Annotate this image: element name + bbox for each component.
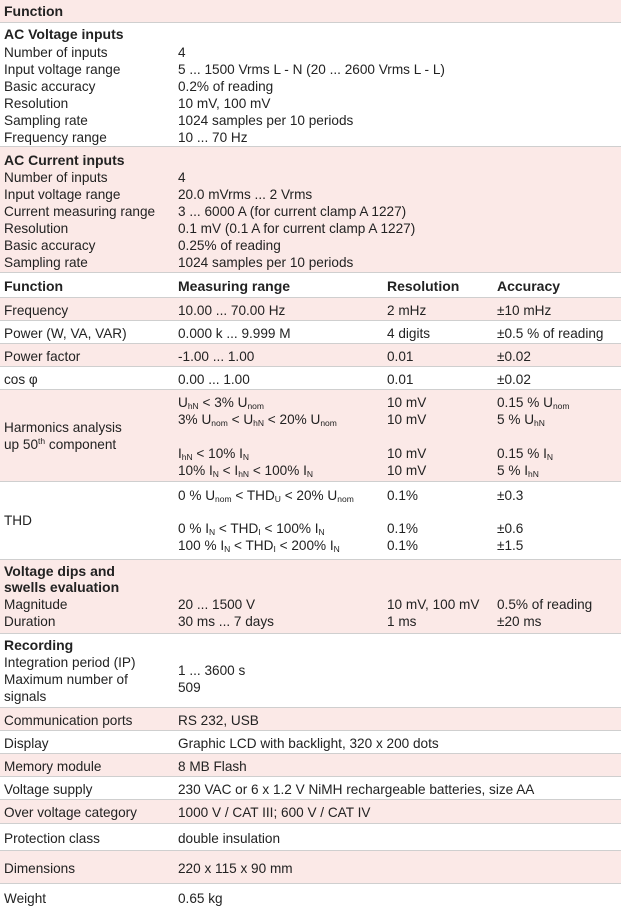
dips-range: 30 ms ... 7 days <box>178 614 274 629</box>
general-label: Dimensions <box>4 861 76 876</box>
ac-voltage-value: 10 mV, 100 mV <box>178 96 271 111</box>
ac-voltage-label: Input voltage range <box>4 62 121 77</box>
harmonics-resolution: 10 mV <box>387 395 427 410</box>
ac-voltage-value: 10 ... 70 Hz <box>178 130 248 145</box>
signals-value: 509 <box>178 680 201 695</box>
row-resolution: 4 digits <box>387 326 431 341</box>
general-label: Over voltage category <box>4 805 137 820</box>
general-value: 1000 V / CAT III; 600 V / CAT IV <box>178 805 371 820</box>
ac-current-label: Number of inputs <box>4 170 108 185</box>
function-heading: Function <box>4 3 64 19</box>
row-accuracy: ±0.02 <box>497 372 531 387</box>
ac-current-value: 0.1 mV (0.1 A for current clamp A 1227) <box>178 221 416 236</box>
ac-current-label: Sampling rate <box>4 255 88 270</box>
general-label: Weight <box>4 891 47 906</box>
col-range-header: Measuring range <box>178 278 291 294</box>
table-row <box>0 707 621 730</box>
row-range: 10.00 ... 70.00 Hz <box>178 303 286 318</box>
col-accuracy-header: Accuracy <box>497 278 561 294</box>
ac-voltage-label: Resolution <box>4 96 69 111</box>
dips-title-line1: Voltage dips and <box>4 563 115 579</box>
dips-label: Magnitude <box>4 597 68 612</box>
ac-voltage-value: 0.2% of reading <box>178 79 274 94</box>
ac-voltage-label: Frequency range <box>4 130 107 145</box>
row-resolution: 0.01 <box>387 372 414 387</box>
harmonics-range: 10% $I_N < I_{hN} < 100\%$ $I_N$ <box>178 463 314 479</box>
table-row <box>0 850 621 883</box>
general-value: Graphic LCD with backlight, 320 x 200 dots <box>178 736 439 751</box>
ac-voltage-value: 5 ... 1500 Vrms L - N (20 ... 2600 Vrms L - L) <box>178 62 445 77</box>
signals-label-line2: signals <box>4 689 47 704</box>
table-row <box>0 823 621 850</box>
integration-value: 1 ... 3600 s <box>178 663 246 678</box>
ac-voltage-title: AC Voltage inputs <box>4 26 124 42</box>
general-value: 0.65 kg <box>178 891 223 906</box>
harmonics-accuracy: 0.15 % $U_{nom}$ <box>497 395 570 411</box>
ac-voltage-value: 4 <box>178 45 186 60</box>
ac-voltage-label: Basic accuracy <box>4 79 96 94</box>
integration-label: Integration period (IP) <box>4 655 136 670</box>
table-row <box>0 753 621 776</box>
ac-current-value: 4 <box>178 170 186 185</box>
thd-resolution: 0.1% <box>387 538 418 553</box>
ac-current-value: 20.0 mVrms ... 2 Vrms <box>178 187 313 202</box>
thd-resolution: 0.1% <box>387 521 418 536</box>
harmonics-row <box>0 389 621 481</box>
thd-label: THD <box>4 513 32 528</box>
row-range: -1.00 ... 1.00 <box>178 349 255 364</box>
ac-voltage-label: Sampling rate <box>4 113 88 128</box>
thd-accuracy: ±0.3 <box>497 488 524 503</box>
general-value: 230 VAC or 6 x 1.2 V NiMH rechargeable batteries, size AA <box>178 782 535 797</box>
row-function: Power factor <box>4 349 81 364</box>
dips-resolution: 10 mV, 100 mV <box>387 597 480 612</box>
ac-current-label: Current measuring range <box>4 204 156 219</box>
dips-label: Duration <box>4 614 56 629</box>
ac-current-value: 3 ... 6000 A (for current clamp A 1227) <box>178 204 407 219</box>
ac-current-label: Resolution <box>4 221 69 236</box>
harmonics-label-line1: Harmonics analysis <box>4 420 122 435</box>
table-row <box>0 883 621 912</box>
ac-current-title: AC Current inputs <box>4 152 125 168</box>
thd-range: 0 % $I_N < THD_I < 100\%$ $I_N$ <box>178 521 325 537</box>
table-row <box>0 297 621 320</box>
table-row <box>0 343 621 366</box>
general-value: double insulation <box>178 831 281 846</box>
row-resolution: 2 mHz <box>387 303 427 318</box>
table-row <box>0 799 621 823</box>
dips-accuracy: 0.5% of reading <box>497 597 593 612</box>
ac-voltage-section <box>0 22 621 146</box>
row-resolution: 0.01 <box>387 349 414 364</box>
row-function: Power (W, VA, VAR) <box>4 326 127 341</box>
ac-current-label: Input voltage range <box>4 187 121 202</box>
harmonics-accuracy: 0.15 % $I_N$ <box>497 446 554 462</box>
ac-voltage-value: 1024 samples per 10 periods <box>178 113 354 128</box>
row-accuracy: ±0.5 % of reading <box>497 326 604 341</box>
general-value: 8 MB Flash <box>178 759 247 774</box>
signals-label-line1: Maximum number of <box>4 672 128 687</box>
dips-section <box>0 559 621 633</box>
ac-current-value: 0.25% of reading <box>178 238 281 253</box>
row-range: 0.000 k ... 9.999 M <box>178 326 291 341</box>
dips-title-line2: swells evaluation <box>4 579 120 595</box>
harmonics-resolution: 10 mV <box>387 463 427 478</box>
general-label: Display <box>4 736 49 751</box>
harmonics-accuracy: 5 % $I_{hN}$ <box>497 463 539 479</box>
dips-accuracy: ±20 ms <box>497 614 542 629</box>
recording-title: Recording <box>4 637 74 653</box>
row-accuracy: ±0.02 <box>497 349 531 364</box>
thd-range: 0 % $U_{nom} < THD_U < 20\%$ $U_{nom}$ <box>178 488 354 504</box>
row-accuracy: ±10 mHz <box>497 303 552 318</box>
general-value: 220 x 115 x 90 mm <box>178 861 293 876</box>
harmonics-resolution: 10 mV <box>387 446 427 461</box>
general-label: Communication ports <box>4 713 133 728</box>
harmonics-range: $I_{hN} < 10\%$ $I_N$ <box>178 446 250 462</box>
table-row <box>0 366 621 389</box>
thd-resolution: 0.1% <box>387 488 418 503</box>
thd-range: 100 % $I_N < THD_I < 200\%$ $I_N$ <box>178 538 340 554</box>
dips-range: 20 ... 1500 V <box>178 597 256 612</box>
dips-resolution: 1 ms <box>387 614 417 629</box>
harmonics-range: 3% $U_{nom} < U_{hN} < 20\%$ $U_{nom}$ <box>178 412 337 428</box>
recording-section <box>0 633 621 707</box>
thd-row <box>0 481 621 559</box>
general-value: RS 232, USB <box>178 713 259 728</box>
table-row <box>0 320 621 343</box>
thd-accuracy: ±1.5 <box>497 538 524 553</box>
table-row <box>0 730 621 753</box>
ac-voltage-label: Number of inputs <box>4 45 108 60</box>
col-function-header: Function <box>4 278 64 294</box>
harmonics-range: $U_{hN} < 3\%$ $U_{nom}$ <box>178 395 264 411</box>
ac-current-section <box>0 146 621 272</box>
row-function: Frequency <box>4 303 69 318</box>
general-label: Protection class <box>4 831 100 846</box>
harmonics-resolution: 10 mV <box>387 412 427 427</box>
measurement-table-header <box>0 272 621 297</box>
table-row <box>0 776 621 799</box>
function-header-band <box>0 0 621 22</box>
harmonics-accuracy: 5 % $U_{hN}$ <box>497 412 545 428</box>
row-function: cos φ <box>4 372 38 387</box>
general-label: Voltage supply <box>4 782 93 797</box>
harmonics-label-line2: up 50th component <box>4 436 117 452</box>
thd-accuracy: ±0.6 <box>497 521 524 536</box>
col-resolution-header: Resolution <box>387 278 460 294</box>
ac-current-value: 1024 samples per 10 periods <box>178 255 354 270</box>
ac-current-label: Basic accuracy <box>4 238 96 253</box>
general-label: Memory module <box>4 759 102 774</box>
row-range: 0.00 ... 1.00 <box>178 372 250 387</box>
